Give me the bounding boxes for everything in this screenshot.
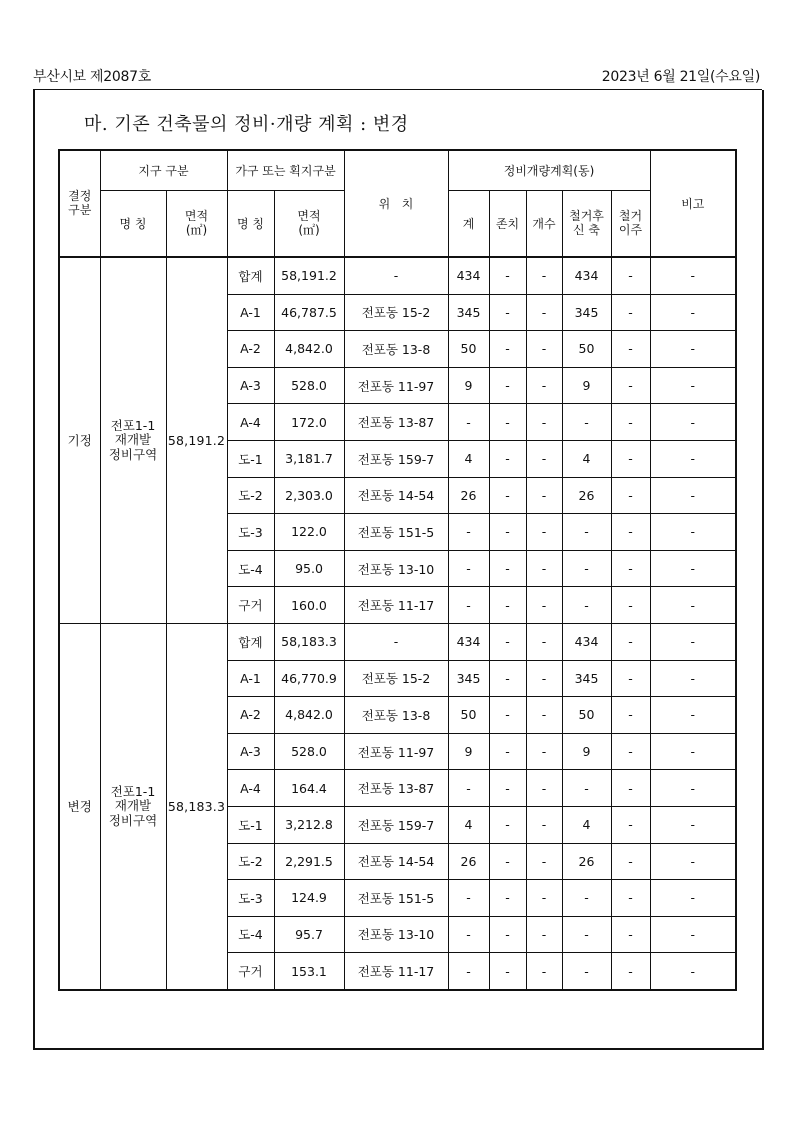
total-cell: 345 — [448, 660, 489, 697]
block-area-cell: 4,842.0 — [274, 331, 344, 368]
rebuild-cell: - — [562, 404, 611, 441]
block-area-cell: 4,842.0 — [274, 697, 344, 734]
remarks-cell: - — [650, 770, 736, 807]
remarks-cell: - — [650, 440, 736, 477]
remarks-cell: - — [650, 477, 736, 514]
block-area-cell: 153.1 — [274, 953, 344, 990]
keep-cell: - — [489, 916, 526, 953]
rebuild-cell: 345 — [562, 660, 611, 697]
relocate-cell: - — [611, 550, 650, 587]
block-name-cell: 구거 — [227, 953, 274, 990]
block-area-cell: 164.4 — [274, 770, 344, 807]
relocate-cell: - — [611, 367, 650, 404]
keep-cell: - — [489, 477, 526, 514]
rebuild-cell: 9 — [562, 733, 611, 770]
keep-cell: - — [489, 257, 526, 294]
header-block: 가구 또는 획지구분 — [227, 150, 344, 191]
location-cell: 전포동 13-8 — [344, 697, 448, 734]
rebuild-cell: - — [562, 880, 611, 917]
keep-cell: - — [489, 733, 526, 770]
repair-cell: - — [526, 367, 562, 404]
rebuild-cell: 434 — [562, 623, 611, 660]
block-area-cell: 172.0 — [274, 404, 344, 441]
location-cell: - — [344, 257, 448, 294]
total-cell: 50 — [448, 697, 489, 734]
block-name-cell: 도-1 — [227, 440, 274, 477]
location-cell: 전포동 151-5 — [344, 880, 448, 917]
rebuild-cell: 4 — [562, 806, 611, 843]
block-name-cell: A-4 — [227, 404, 274, 441]
keep-cell: - — [489, 440, 526, 477]
location-cell: 전포동 13-87 — [344, 404, 448, 441]
relocate-cell: - — [611, 331, 650, 368]
block-name-cell: 합계 — [227, 623, 274, 660]
block-name-cell: A-4 — [227, 770, 274, 807]
relocate-cell: - — [611, 257, 650, 294]
relocate-cell: - — [611, 770, 650, 807]
block-name-cell: A-2 — [227, 331, 274, 368]
header-remarks: 비고 — [650, 150, 736, 257]
repair-cell: - — [526, 843, 562, 880]
header-keep: 존치 — [489, 191, 526, 258]
relocate-cell: - — [611, 843, 650, 880]
repair-cell: - — [526, 953, 562, 990]
total-cell: - — [448, 770, 489, 807]
district-name-cell: 전포1-1 재개발 정비구역 — [100, 257, 166, 623]
publication-label: 부산시보 제2087호 — [33, 69, 151, 85]
total-cell: - — [448, 880, 489, 917]
total-cell: 4 — [448, 440, 489, 477]
rebuild-cell: 26 — [562, 477, 611, 514]
keep-cell: - — [489, 843, 526, 880]
repair-cell: - — [526, 294, 562, 331]
block-name-cell: 도-2 — [227, 477, 274, 514]
block-area-cell: 58,183.3 — [274, 623, 344, 660]
keep-cell: - — [489, 880, 526, 917]
remarks-cell: - — [650, 953, 736, 990]
remarks-cell: - — [650, 514, 736, 551]
location-cell: 전포동 14-54 — [344, 477, 448, 514]
section-title: 마. 기존 건축물의 정비·개량 계획 : 변경 — [84, 114, 409, 135]
block-name-cell: A-1 — [227, 660, 274, 697]
total-cell: - — [448, 953, 489, 990]
keep-cell: - — [489, 367, 526, 404]
header-rebuild: 철거후 신 축 — [562, 191, 611, 258]
rebuild-cell: 50 — [562, 697, 611, 734]
remarks-cell: - — [650, 660, 736, 697]
block-area-cell: 122.0 — [274, 514, 344, 551]
relocate-cell: - — [611, 697, 650, 734]
total-cell: - — [448, 916, 489, 953]
rebuild-cell: 434 — [562, 257, 611, 294]
relocate-cell: - — [611, 440, 650, 477]
location-cell: 전포동 11-97 — [344, 367, 448, 404]
table-body — [59, 257, 736, 990]
remarks-cell: - — [650, 550, 736, 587]
repair-cell: - — [526, 880, 562, 917]
header-decision: 결정 구분 — [59, 150, 100, 257]
header-relocate: 철거 이주 — [611, 191, 650, 258]
block-name-cell: 도-4 — [227, 550, 274, 587]
keep-cell: - — [489, 770, 526, 807]
block-area-cell: 2,303.0 — [274, 477, 344, 514]
rebuild-cell: - — [562, 587, 611, 624]
total-cell: - — [448, 514, 489, 551]
repair-cell: - — [526, 514, 562, 551]
block-name-cell: A-3 — [227, 367, 274, 404]
repair-cell: - — [526, 660, 562, 697]
relocate-cell: - — [611, 953, 650, 990]
keep-cell: - — [489, 331, 526, 368]
repair-cell: - — [526, 916, 562, 953]
block-name-cell: 도-1 — [227, 806, 274, 843]
location-cell: 전포동 13-87 — [344, 770, 448, 807]
header-block-name: 명 칭 — [227, 191, 274, 258]
district-name-cell: 전포1-1 재개발 정비구역 — [100, 623, 166, 989]
remarks-cell: - — [650, 623, 736, 660]
block-area-cell: 46,770.9 — [274, 660, 344, 697]
location-cell: 전포동 13-10 — [344, 916, 448, 953]
block-area-cell: 3,212.8 — [274, 806, 344, 843]
location-cell: 전포동 151-5 — [344, 514, 448, 551]
relocate-cell: - — [611, 623, 650, 660]
total-cell: - — [448, 550, 489, 587]
header-repair: 개수 — [526, 191, 562, 258]
relocate-cell: - — [611, 514, 650, 551]
header-district-area: 면적 (㎡) — [166, 191, 227, 258]
block-area-cell: 95.7 — [274, 916, 344, 953]
header-total: 계 — [448, 191, 489, 258]
total-cell: - — [448, 587, 489, 624]
total-cell: - — [448, 404, 489, 441]
keep-cell: - — [489, 550, 526, 587]
location-cell: 전포동 11-17 — [344, 953, 448, 990]
total-cell: 434 — [448, 257, 489, 294]
remarks-cell: - — [650, 404, 736, 441]
remarks-cell: - — [650, 733, 736, 770]
remarks-cell: - — [650, 367, 736, 404]
rebuild-cell: 26 — [562, 843, 611, 880]
location-cell: - — [344, 623, 448, 660]
block-name-cell: 합계 — [227, 257, 274, 294]
location-cell: 전포동 15-2 — [344, 660, 448, 697]
total-cell: 9 — [448, 367, 489, 404]
location-cell: 전포동 11-17 — [344, 587, 448, 624]
keep-cell: - — [489, 623, 526, 660]
keep-cell: - — [489, 953, 526, 990]
header-location: 위 치 — [344, 150, 448, 257]
total-cell: 26 — [448, 843, 489, 880]
block-name-cell: 도-4 — [227, 916, 274, 953]
repair-cell: - — [526, 806, 562, 843]
relocate-cell: - — [611, 806, 650, 843]
rebuild-cell: 4 — [562, 440, 611, 477]
total-cell: 345 — [448, 294, 489, 331]
rebuild-cell: - — [562, 770, 611, 807]
remarks-cell: - — [650, 257, 736, 294]
relocate-cell: - — [611, 477, 650, 514]
repair-cell: - — [526, 587, 562, 624]
location-cell: 전포동 14-54 — [344, 843, 448, 880]
decision-cell: 기정 — [59, 257, 100, 623]
repair-cell: - — [526, 697, 562, 734]
rebuild-cell: - — [562, 953, 611, 990]
keep-cell: - — [489, 587, 526, 624]
block-area-cell: 2,291.5 — [274, 843, 344, 880]
keep-cell: - — [489, 294, 526, 331]
district-area-cell: 58,183.3 — [166, 623, 227, 989]
rebuild-cell: - — [562, 550, 611, 587]
remarks-cell: - — [650, 294, 736, 331]
rebuild-cell: 345 — [562, 294, 611, 331]
header-plan: 정비개량계획(동) — [448, 150, 650, 191]
district-area-cell: 58,191.2 — [166, 257, 227, 623]
table-row — [59, 623, 736, 660]
rebuild-cell: 9 — [562, 367, 611, 404]
repair-cell: - — [526, 404, 562, 441]
total-cell: 9 — [448, 733, 489, 770]
publication-date: 2023년 6월 21일(수요일) — [601, 69, 760, 85]
keep-cell: - — [489, 806, 526, 843]
relocate-cell: - — [611, 660, 650, 697]
relocate-cell: - — [611, 733, 650, 770]
header-block-area: 면적 (㎡) — [274, 191, 344, 258]
block-area-cell: 528.0 — [274, 367, 344, 404]
rebuild-cell: - — [562, 916, 611, 953]
remarks-cell: - — [650, 843, 736, 880]
total-cell: 26 — [448, 477, 489, 514]
relocate-cell: - — [611, 404, 650, 441]
location-cell: 전포동 159-7 — [344, 440, 448, 477]
block-name-cell: A-2 — [227, 697, 274, 734]
repair-cell: - — [526, 331, 562, 368]
keep-cell: - — [489, 404, 526, 441]
block-name-cell: 도-2 — [227, 843, 274, 880]
block-name-cell: A-3 — [227, 733, 274, 770]
header-district: 지구 구분 — [100, 150, 227, 191]
decision-cell: 변경 — [59, 623, 100, 989]
repair-cell: - — [526, 550, 562, 587]
location-cell: 전포동 15-2 — [344, 294, 448, 331]
location-cell: 전포동 11-97 — [344, 733, 448, 770]
repair-cell: - — [526, 623, 562, 660]
remarks-cell: - — [650, 806, 736, 843]
location-cell: 전포동 159-7 — [344, 806, 448, 843]
block-area-cell: 3,181.7 — [274, 440, 344, 477]
rebuild-cell: 50 — [562, 331, 611, 368]
total-cell: 4 — [448, 806, 489, 843]
rebuild-cell: - — [562, 514, 611, 551]
block-area-cell: 58,191.2 — [274, 257, 344, 294]
keep-cell: - — [489, 697, 526, 734]
block-name-cell: A-1 — [227, 294, 274, 331]
remarks-cell: - — [650, 880, 736, 917]
block-area-cell: 528.0 — [274, 733, 344, 770]
block-name-cell: 도-3 — [227, 514, 274, 551]
repair-cell: - — [526, 257, 562, 294]
repair-cell: - — [526, 733, 562, 770]
relocate-cell: - — [611, 587, 650, 624]
relocate-cell: - — [611, 880, 650, 917]
block-name-cell: 구거 — [227, 587, 274, 624]
relocate-cell: - — [611, 916, 650, 953]
total-cell: 434 — [448, 623, 489, 660]
remarks-cell: - — [650, 697, 736, 734]
total-cell: 50 — [448, 331, 489, 368]
repair-cell: - — [526, 770, 562, 807]
renovation-plan-table — [58, 149, 737, 991]
remarks-cell: - — [650, 587, 736, 624]
header-district-name: 명 칭 — [100, 191, 166, 258]
repair-cell: - — [526, 477, 562, 514]
block-name-cell: 도-3 — [227, 880, 274, 917]
location-cell: 전포동 13-10 — [344, 550, 448, 587]
block-area-cell: 46,787.5 — [274, 294, 344, 331]
remarks-cell: - — [650, 331, 736, 368]
keep-cell: - — [489, 660, 526, 697]
remarks-cell: - — [650, 916, 736, 953]
table-row — [59, 257, 736, 294]
block-area-cell: 124.9 — [274, 880, 344, 917]
keep-cell: - — [489, 514, 526, 551]
location-cell: 전포동 13-8 — [344, 331, 448, 368]
repair-cell: - — [526, 440, 562, 477]
block-area-cell: 160.0 — [274, 587, 344, 624]
relocate-cell: - — [611, 294, 650, 331]
block-area-cell: 95.0 — [274, 550, 344, 587]
